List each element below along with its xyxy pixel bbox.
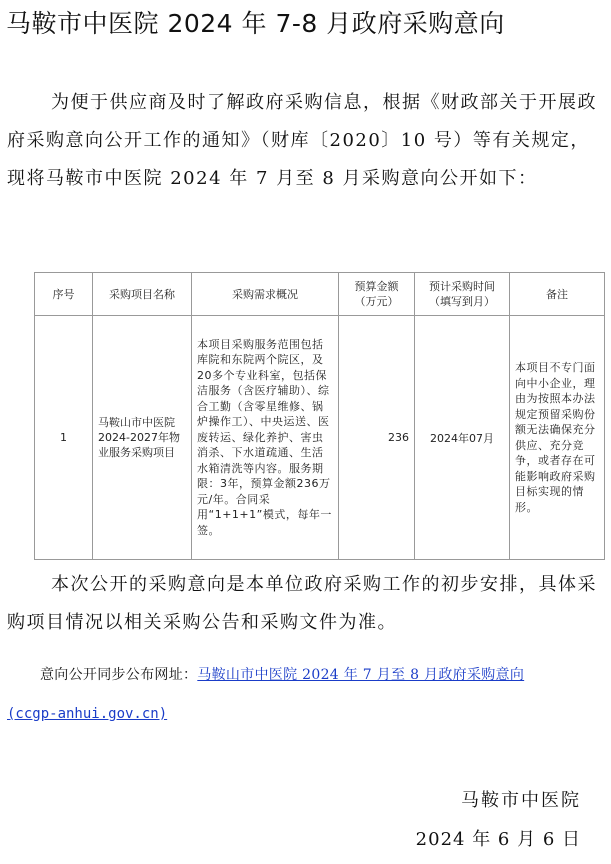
- header-time: 预计采购时间（填写到月）: [415, 273, 510, 316]
- source-line: [40, 664, 524, 684]
- source-domain-link[interactable]: (ccgp-anhui.gov.cn): [7, 706, 168, 722]
- cell-time: 2024年07月: [415, 316, 510, 560]
- page-title: 马鞍市中医院 2024 年 7-8 月政府采购意向: [6, 9, 505, 38]
- cell-project-name: 马鞍山市中医院2024-2027年物业服务采购项目: [93, 316, 192, 560]
- source-domain-line: [7, 706, 167, 722]
- header-budget: 预算金额（万元）: [339, 273, 415, 316]
- source-label: 意向公开同步公布网址：: [40, 667, 198, 683]
- header-no: 序号: [35, 273, 93, 316]
- signature: 马鞍市中医院: [461, 790, 581, 811]
- intro-paragraph: 为便于供应商及时了解政府采购信息，根据《财政部关于开展政府采购意向公开工作的通知》（财库〔2020〕10 号）等有关规定，现将马鞍市中医院 2024 年 7 月至 8 月采购意向公开如下：: [7, 92, 597, 189]
- cell-requirement: 本项目采购服务范围包括库院和东院两个院区，及20多个专业科室，包括保洁服务（含医疗辅助）、综合工勤（含零星维修、锅炉操作工）、中央运送、医废转运、绿化养护、害虫消杀、下水道疏通、生活水箱清洗等内容。服务期限：3年，预算金额236万元/年。合同采用“1+1+1”模式，每年一签。: [192, 316, 339, 560]
- signature-date: 2024 年 6 月 6 日: [415, 829, 581, 850]
- procurement-table: [34, 272, 605, 560]
- cell-no: 1: [35, 316, 93, 560]
- cell-budget: 236: [339, 316, 415, 560]
- table-header-row: [35, 273, 605, 316]
- closing-paragraph: 本次公开的采购意向是本单位政府采购工作的初步安排，具体采购项目情况以相关采购公告和采购文件为准。: [7, 574, 597, 633]
- header-project-name: 采购项目名称: [93, 273, 192, 316]
- source-link[interactable]: 马鞍山市中医院 2024 年 7 月至 8 月政府采购意向: [197, 667, 525, 683]
- table-row: [35, 316, 605, 560]
- cell-note: 本项目不专门面向中小企业，理由为按照本办法规定预留采购份额无法确保充分供应、充分竞争，或者存在可能影响政府采购目标实现的情形。: [510, 316, 605, 560]
- header-requirement: 采购需求概况: [192, 273, 339, 316]
- header-note: 备注: [510, 273, 605, 316]
